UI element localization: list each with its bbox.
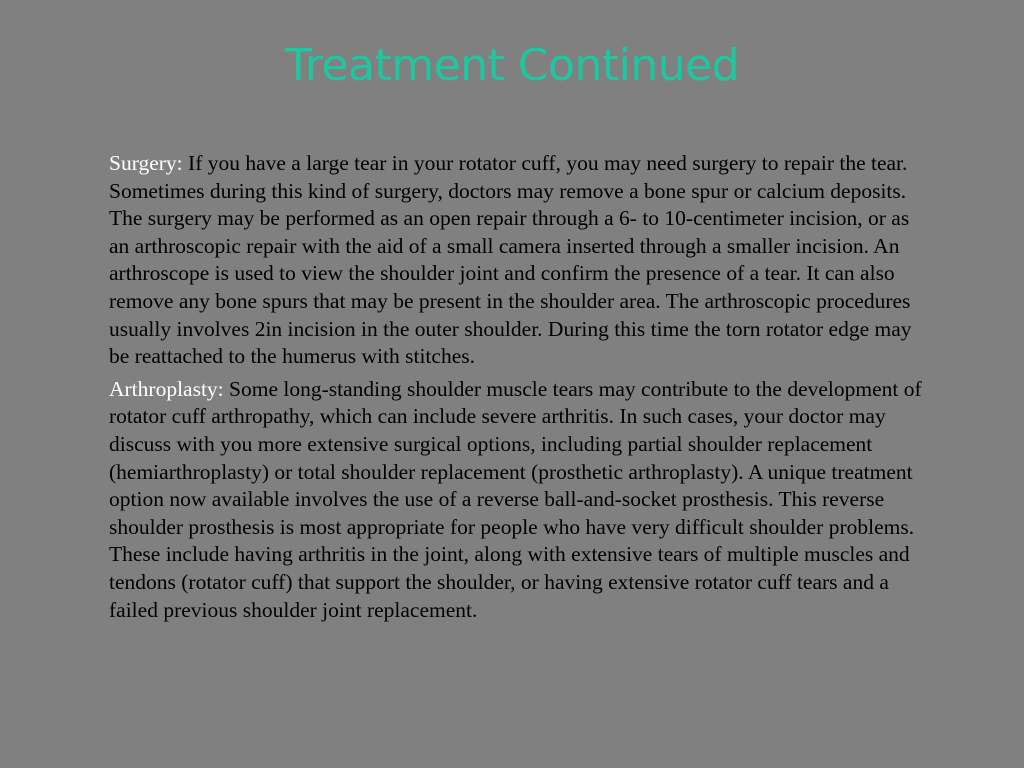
slide-title: Treatment Continued — [284, 40, 740, 91]
paragraph-surgery-text: If you have a large tear in your rotator cuff, you may need surgery to repair the tear. Sometimes during this kind of surgery, doctors may remove a bone spur or calcium deposits. The surgery may be performed as an open repair through a 6- to 10-centimeter incision, or as an arthroscopic repair with the aid of a small camera inserted through a smaller incision. An arthroscope is used to view the shoulder joint and confirm the presence of a tear. It can also remove any bone spurs that may be present in the shoulder area. The arthroscopic procedures usually involves 2in incision in the outer shoulder. During this time the torn rotator edge may be reattached to the humerus with stitches. — [109, 151, 912, 369]
paragraph-surgery — [109, 150, 929, 371]
paragraph-arthroplasty — [109, 376, 929, 624]
term-arthroplasty: Arthroplasty: — [109, 376, 224, 401]
slide-body — [109, 150, 929, 629]
paragraph-arthroplasty-text: Some long-standing shoulder muscle tears may contribute to the development of rotator cuff arthropathy, which can include severe arthritis. In such cases, your doctor may discuss with you more extensive surgical options, including partial shoulder replacement (hemiarthroplasty) or total shoulder replacement (prosthetic arthroplasty). A unique treatment option now available involves the use of a reverse ball-and-socket prosthesis. This reverse shoulder prosthesis is most appropriate for people who have very difficult shoulder problems. These include having arthritis in the joint, along with extensive tears of multiple muscles and tendons (rotator cuff) that support the shoulder, or having extensive rotator cuff tears and a failed previous shoulder joint replacement. — [109, 376, 922, 622]
term-surgery: Surgery: — [109, 151, 183, 175]
